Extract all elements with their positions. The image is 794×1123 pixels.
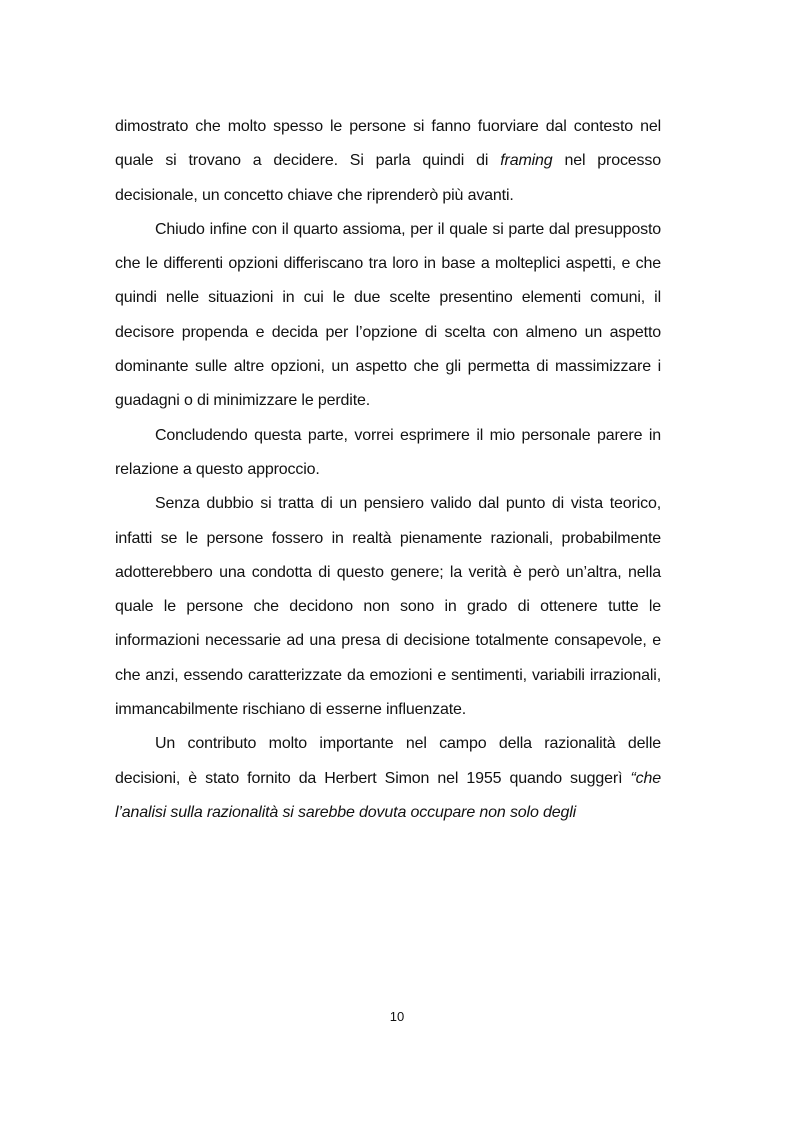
paragraph-2	[115, 213, 661, 419]
document-body	[115, 110, 661, 830]
paragraph-1	[115, 110, 661, 213]
simon-quote: “che l’analisi sulla razionalità si sarebbe dovuta occupare non solo degli	[115, 769, 661, 821]
paragraph-1-text-1: dimostrato che molto spesso le persone si fanno fuorviare dal contesto nel quale si trovano a decidere. Si parla quindi di	[115, 118, 661, 170]
paragraph-5	[115, 727, 661, 830]
paragraph-3	[115, 419, 661, 488]
paragraph-2-text: Chiudo infine con il quarto assioma, per il quale si parte dal presupposto che le differenti opzioni differiscano tra loro in base a molteplici aspetti, e che quindi nelle situazioni in cui le due scelte presentino elementi comuni, il decisore propenda e decida per l’opzione di scelta con almeno un aspetto dominante sulle altre opzioni, un aspetto che gli permetta di massimizzare i guadagni o di minimizzare le perdite.	[115, 220, 661, 410]
framing-term: framing	[500, 152, 553, 170]
paragraph-5-text-1: Un contributo molto importante nel campo della razionalità delle decisioni, è stato fornito da Herbert Simon nel 1955 quando suggerì	[115, 735, 661, 787]
paragraph-1-text-2: nel processo decisionale, un concetto chiave che riprenderò più avanti.	[115, 152, 662, 204]
paragraph-3-text: Concludendo questa parte, vorrei esprimere il mio personale parere in relazione a questo approccio.	[115, 426, 661, 478]
paragraph-4	[115, 487, 661, 727]
paragraph-4-text: Senza dubbio si tratta di un pensiero valido dal punto di vista teorico, infatti se le persone fossero in realtà pienamente razionali, probabilmente adotterebbero una condotta di questo genere; la verità è però un’altra, nella quale le persone che decidono non sono in grado di ottenere tutte le informazioni necessarie ad una presa di decisione totalmente consapevole, e che anzi, essendo caratterizzate da emozioni e sentimenti, variabili irrazionali, immancabilmente rischiano di esserne influenzate.	[115, 495, 661, 719]
page-number: 10	[389, 1009, 405, 1024]
